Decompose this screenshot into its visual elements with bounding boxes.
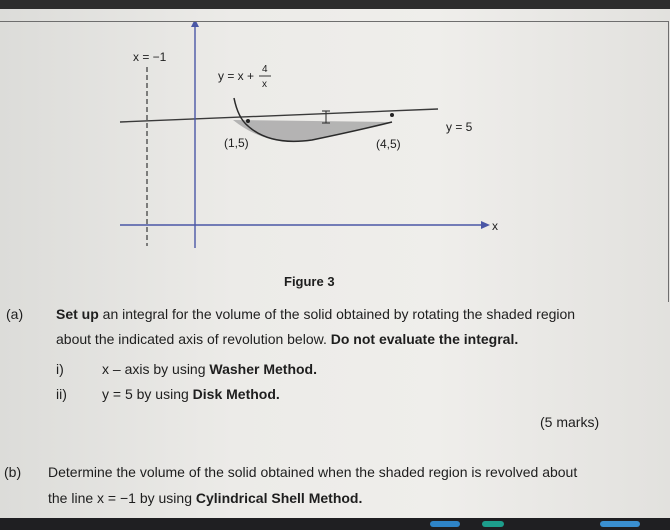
shaded-region [233,120,390,142]
cylindrical-shell-bold: Cylindrical Shell Method. [195,490,363,506]
label-point-4-5: (4,5) [376,137,401,151]
sub-i-axis-text: x – axis by using [102,361,206,377]
label-curve-lhs: y = x + [218,69,255,83]
marks-label: (5 marks) [540,414,600,430]
bottom-teal-mark [482,521,504,527]
bottom-blue-mark-2 [600,521,640,527]
bottom-dark-bar [0,518,670,530]
sub-ii-label: ii) [56,386,67,402]
part-a-line-2-text: about the indicated axis of revolution below. [56,331,327,347]
part-a-line-1 [56,306,575,322]
part-b-line-1: Determine the volume of the solid obtained when the shaded region is revolved about [48,464,578,480]
figure-graph [0,22,668,302]
sub-ii-text [102,386,280,402]
disk-method-bold: Disk Method. [192,386,280,402]
part-b-line-2 [48,490,362,506]
label-x-axis: x [492,219,498,233]
top-dark-bar [0,0,670,9]
part-a-line-2 [56,331,518,347]
part-b-label: (b) [4,464,22,480]
sub-i-text [102,361,317,377]
x-axis-arrow [481,221,490,229]
label-y-equals-5: y = 5 [446,120,473,134]
label-x-equals-neg1: x = −1 [133,50,167,64]
exam-paper [0,9,670,518]
label-curve-denominator: x [262,79,267,90]
part-a-label: (a) [6,306,24,322]
washer-method-bold: Washer Method. [209,361,317,377]
part-a-line-1-text: an integral for the volume of the solid obtained by rotating the shaded region [102,306,576,322]
figure-frame [0,21,669,302]
point-left [246,119,250,123]
figure-caption: Figure 3 [284,274,335,289]
point-right [390,113,394,117]
set-up-bold: Set up [56,306,99,322]
bottom-blue-mark [430,521,460,527]
y-axis-arrow [191,22,199,27]
sub-ii-axis-text: y = 5 by using [102,386,189,402]
part-b-line-2-text: the line x = −1 by using [48,490,192,506]
sub-i-label: i) [56,361,64,377]
do-not-evaluate-bold: Do not evaluate the integral. [330,331,519,347]
label-point-1-5: (1,5) [224,136,249,150]
label-curve-numerator: 4 [262,64,268,75]
